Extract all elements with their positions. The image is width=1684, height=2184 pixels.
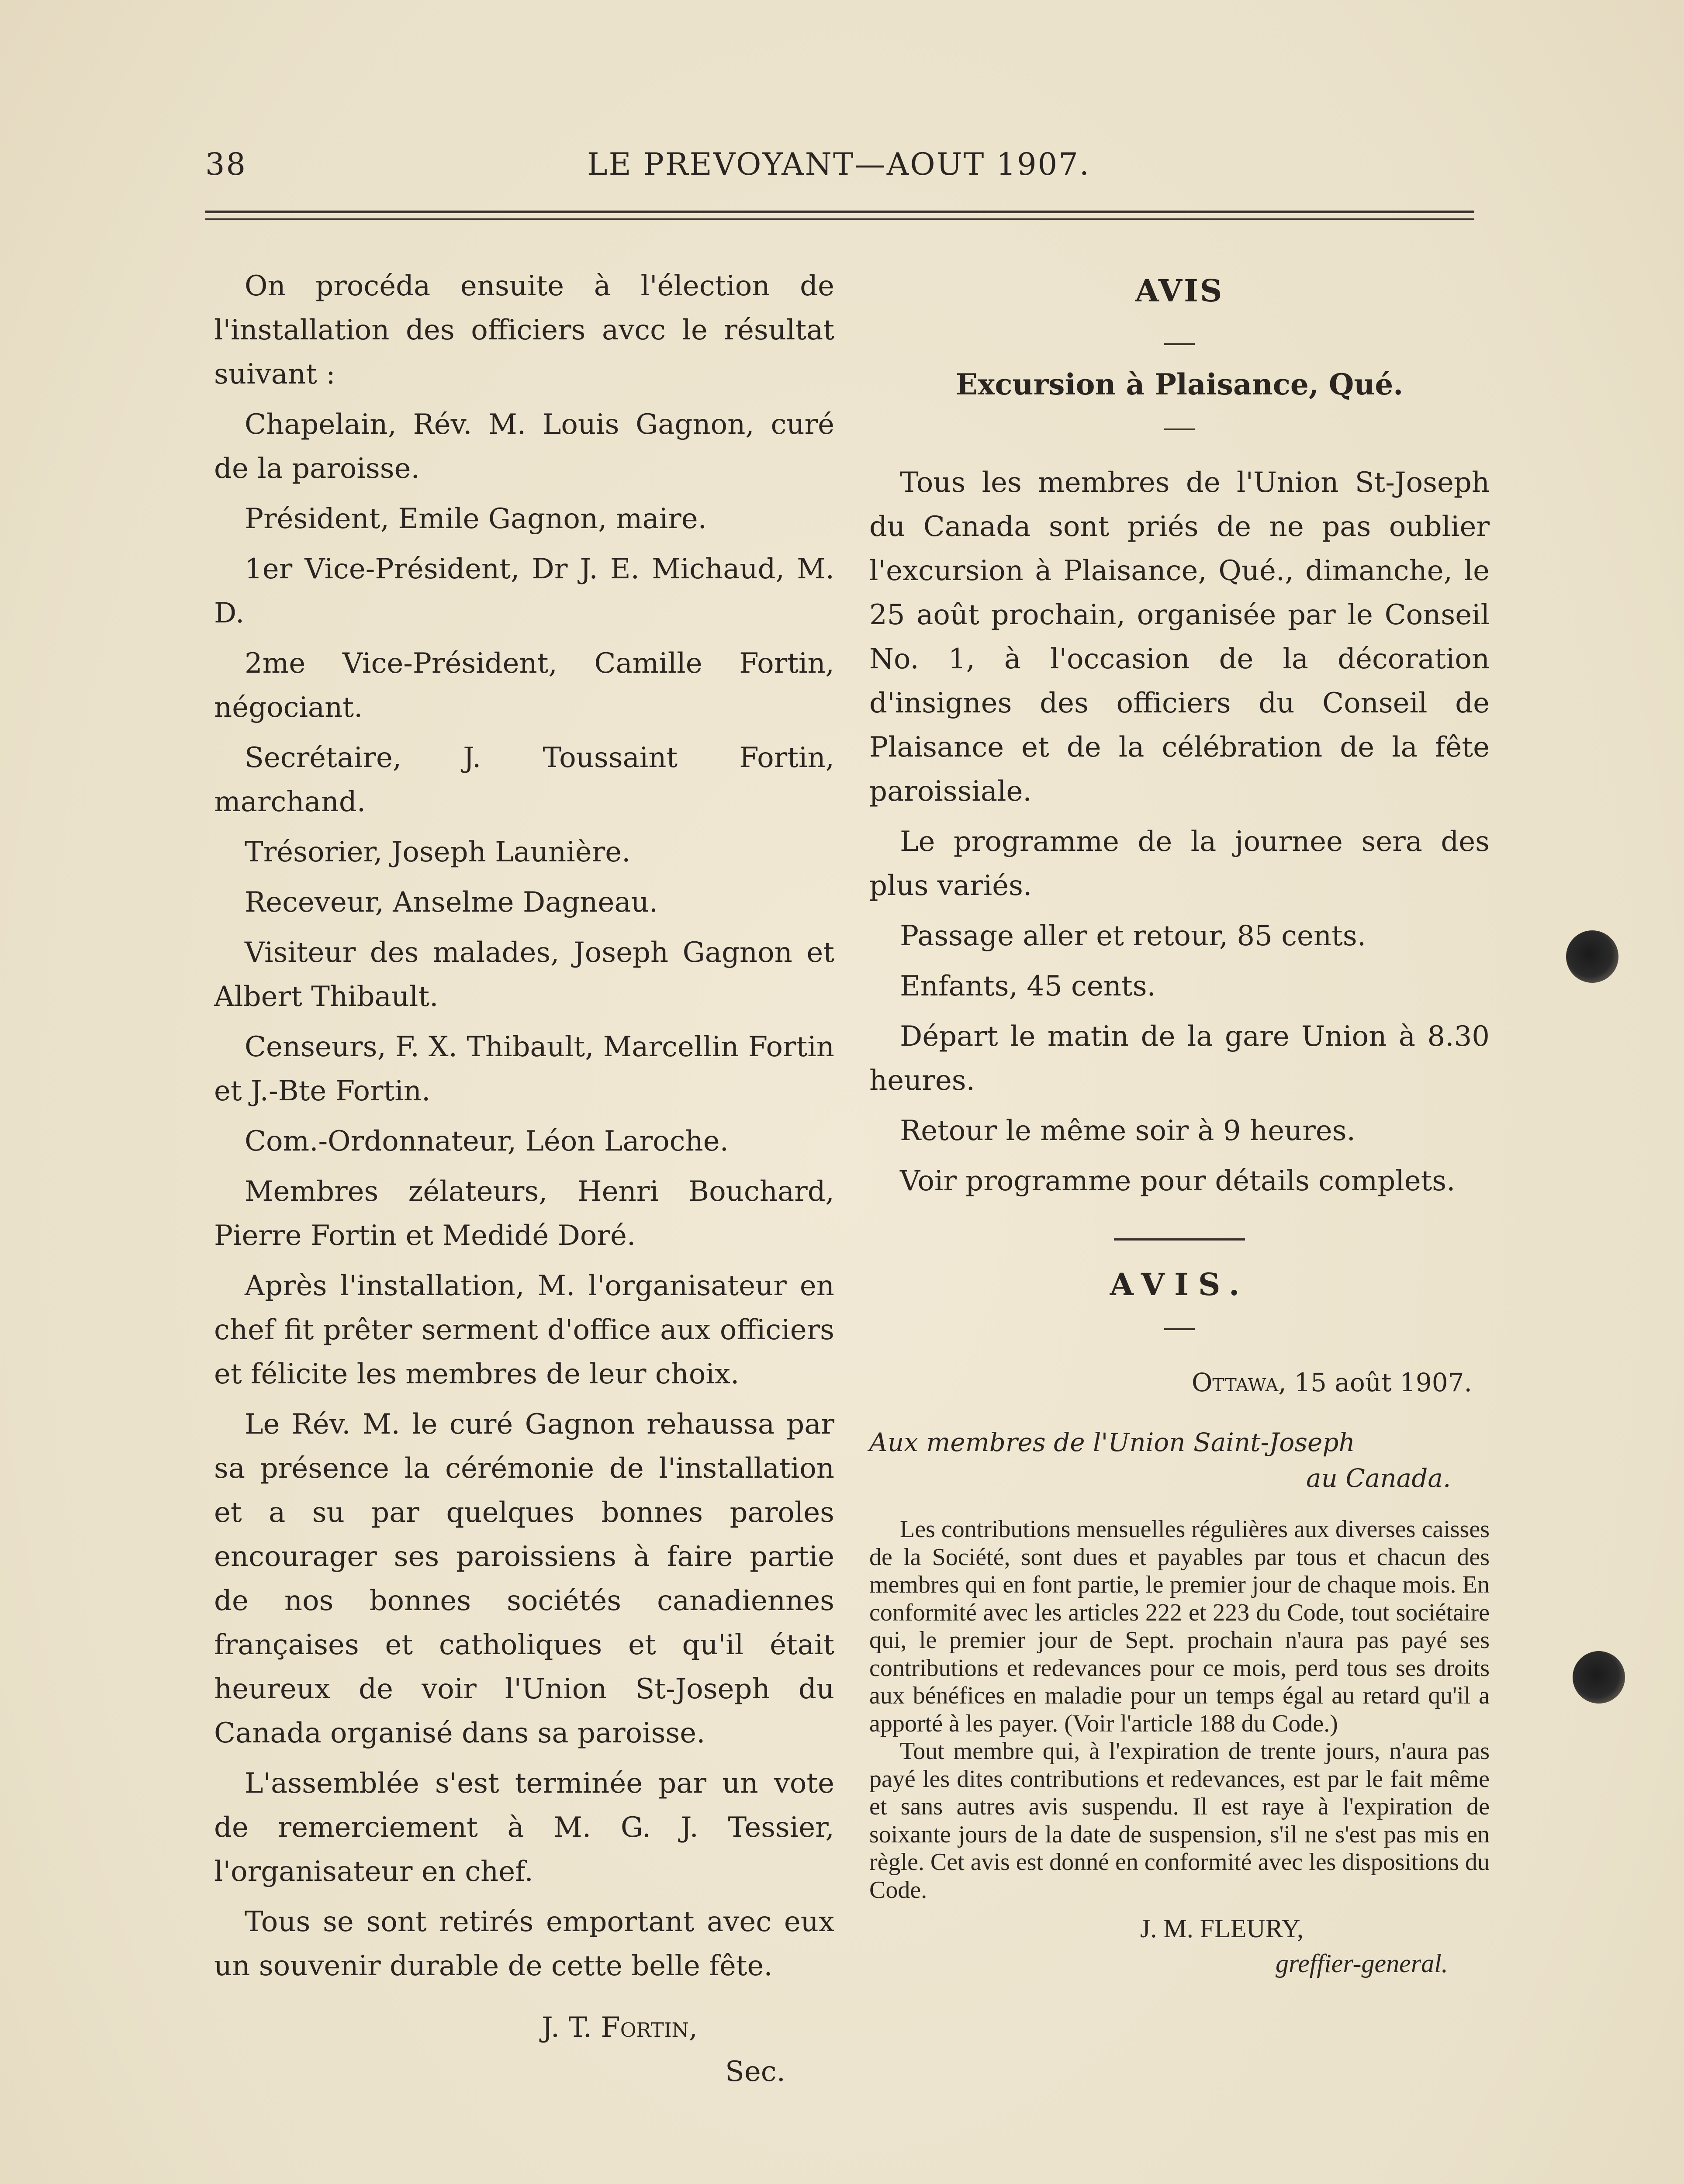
punch-hole xyxy=(1573,1651,1625,1704)
paragraph: Enfants, 45 cents. xyxy=(900,970,1156,1002)
paragraph: Visiteur des malades, Joseph Gagnon et Albert Thibault. xyxy=(214,936,834,1013)
header-rule-thin xyxy=(205,218,1474,220)
paragraph: Receveur, Anselme Dagneau. xyxy=(245,886,658,919)
excursion-heading: Excursion à Plaisance, Qué. xyxy=(955,367,1404,401)
separator-dash xyxy=(1164,343,1195,345)
separator-dash xyxy=(1164,429,1195,430)
paragraph: Voir programme pour détails complets. xyxy=(900,1165,1456,1197)
paragraph: Retour le même soir à 9 heures. xyxy=(900,1115,1355,1147)
paragraph: L'assemblée s'est terminée par un vote de remerciement à M. G. J. Tessier, l'organisateur en chef. xyxy=(214,1767,834,1888)
signature-title: greffier-general. xyxy=(1276,1949,1448,1978)
paragraph: Secrétaire, J. Toussaint Fortin, marchand. xyxy=(214,742,834,818)
paragraph: Président, Emile Gagnon, maire. xyxy=(245,503,707,535)
punch-hole xyxy=(1566,930,1618,983)
paragraph: Chapelain, Rév. M. Louis Gagnon, curé de la paroisse. xyxy=(214,408,834,485)
notice-body xyxy=(869,1516,1490,1904)
left-column xyxy=(214,264,834,2094)
paragraph: On procéda ensuite à l'élection de l'installation des officiers avcc le résultat suivant : xyxy=(214,270,834,390)
section-rule xyxy=(1114,1238,1245,1241)
avis-heading-2: AVIS. xyxy=(1110,1266,1249,1303)
dateline-date: 15 août 1907. xyxy=(1294,1368,1472,1397)
paragraph: Trésorier, Joseph Launière. xyxy=(245,836,631,868)
paragraph: Tout membre qui, à l'expiration de trente jours, n'aura pas payé les dites contributions et redevances, est par le fait même et sans autres avis suspendu. Il est raye à l'expiration de soixante jours de la date de suspension, s'il ne s'est pas mis en règle. Cet avis est donné en conformité avec les dispositions du Code. xyxy=(869,1738,1490,1904)
paragraph: Passage aller et retour, 85 cents. xyxy=(900,920,1366,952)
right-column xyxy=(869,264,1490,1981)
paragraph: 1er Vice-Président, Dr J. E. Michaud, M. D. xyxy=(214,553,834,629)
signature-name: J. M. FLEURY, xyxy=(1140,1914,1304,1943)
paragraph: Tous se sont retirés emportant avec eux un souvenir durable de cette belle fête. xyxy=(214,1906,834,1982)
paragraph: Le programme de la journee sera des plus variés. xyxy=(869,826,1490,902)
paragraph: 2me Vice-Président, Camille Fortin, négociant. xyxy=(214,647,834,724)
paragraph: Départ le matin de la gare Union à 8.30 heures. xyxy=(869,1020,1490,1097)
signature-name: J. T. Fortin, xyxy=(542,2011,698,2044)
paragraph: Com.-Ordonnateur, Léon Laroche. xyxy=(245,1125,729,1158)
address-line: au Canada. xyxy=(1306,1463,1451,1493)
page-title: LE PREVOYANT—AOUT 1907. xyxy=(587,146,1090,182)
address-line: Aux membres de l'Union Saint-Joseph xyxy=(869,1427,1355,1457)
dateline-city: Ottawa, xyxy=(1191,1368,1286,1397)
signature xyxy=(214,2006,834,2094)
paragraph: Les contributions mensuelles régulières aux diverses caisses de la Société, sont dues et payables par tous et chacun des membres qui en font partie, le premier jour de chaque mois. En conformité avec les articles 222 et 223 du Code, tout sociétaire qui, le premier jour de Sept. prochain n'aura pas payé ses contributions et redevances pour ce mois, perd tous ses droits aux bénéfices en maladie pour un temps égal au retard qu'il a apporté à les payer. (Voir l'article 188 du Code.) xyxy=(869,1516,1490,1737)
page-number: 38 xyxy=(205,146,247,182)
page-header xyxy=(201,146,1477,181)
header-rule-thick xyxy=(205,211,1474,213)
paragraph: Le Rév. M. le curé Gagnon rehaussa par sa présence la cérémonie de l'installation et a su par quelques bonnes paroles encourager ses paroissiens à faire partie de nos bonnes sociétés canadiennes françaises et catholiques et qu'il était heureux de voir l'Union St-Joseph du Canada organisé dans sa paroisse. xyxy=(214,1408,834,1749)
signature-role: Sec. xyxy=(725,2056,785,2088)
signature-2 xyxy=(869,1911,1490,1981)
avis-heading: AVIS xyxy=(1135,273,1224,309)
paragraph: Membres zélateurs, Henri Bouchard, Pierre Fortin et Medidé Doré. xyxy=(214,1175,834,1252)
paragraph: Tous les membres de l'Union St-Joseph du Canada sont priés de ne pas oublier l'excursion à Plaisance, Qué., dimanche, le 25 août prochain, organisée par le Conseil No. 1, à l'occasion de la décoration d'insignes des officiers du Conseil de Plaisance et de la célébration de la fête paroissiale. xyxy=(869,467,1490,808)
separator-dash xyxy=(1164,1328,1195,1330)
paragraph: Censeurs, F. X. Thibault, Marcellin Fortin et J.-Bte Fortin. xyxy=(214,1031,834,1107)
dateline xyxy=(869,1361,1490,1405)
address xyxy=(869,1424,1490,1496)
paragraph: Après l'installation, M. l'organisateur en chef fit prêter serment d'office aux officiers et félicite les membres de leur choix. xyxy=(214,1270,834,1390)
